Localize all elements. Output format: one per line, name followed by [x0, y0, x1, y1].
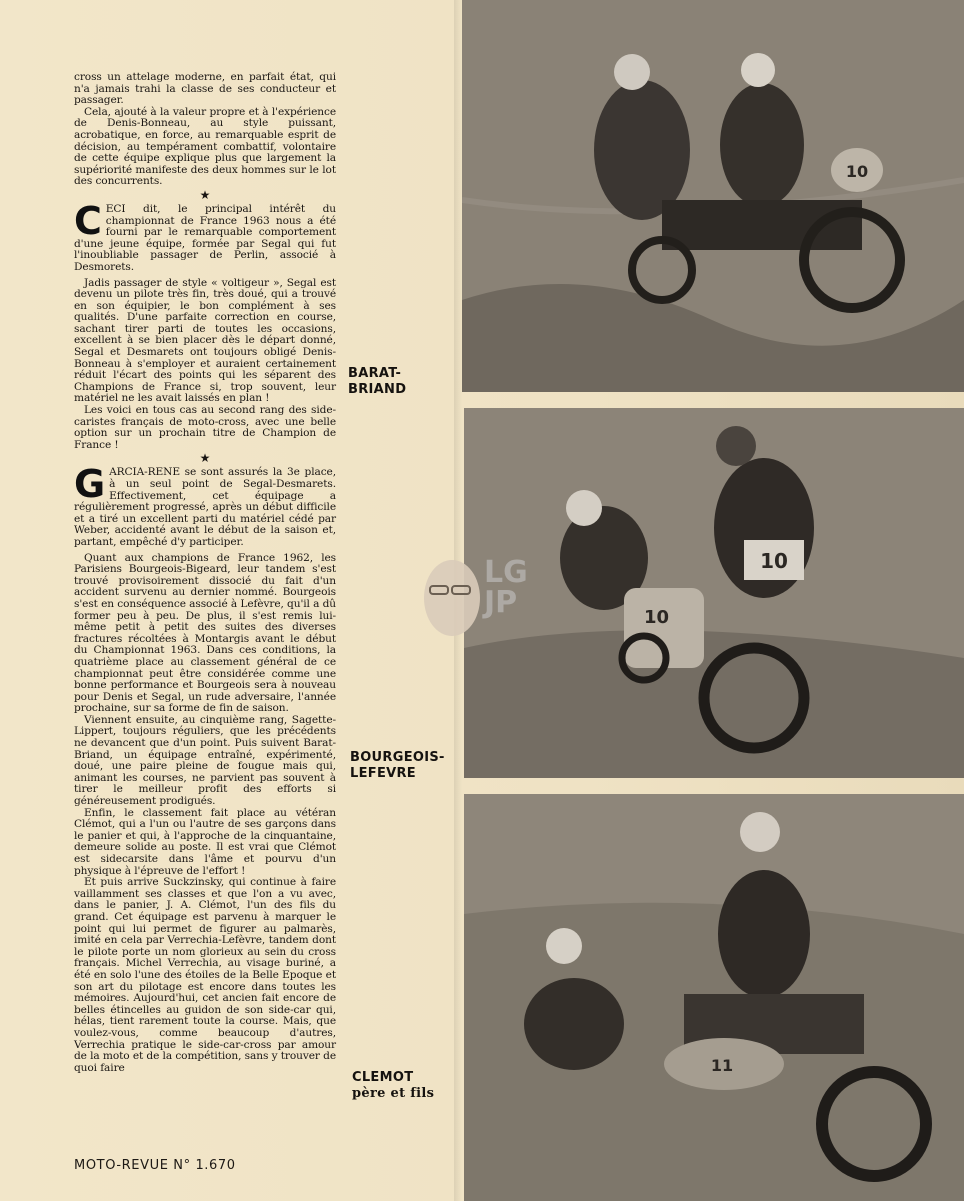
caption-line: LEFEVRE	[350, 766, 416, 781]
race-number-plate: 10	[845, 162, 869, 181]
article-paragraph: ECI dit, le principal intérêt du championnat de France 1963 nous a été fourni par le remarquable comportement d'une jeune équipe, formée par Segal qui fut l'inoubliable passager de Perlin, associé à Desmorets.	[74, 202, 336, 273]
issue-number: N° 1.670	[173, 1158, 236, 1173]
article-paragraph: Enfin, le classement fait place au vétéran Clémot, qui a l'un ou l'autre de ses garçons dans le panier et qui, à l'approche de la cinquantaine, demeure solide au poste. Il est vrai que Clémot est sidecarsite dans l'âme et pourvu d'un physique à l'épreuve de l'effort !	[74, 806, 336, 877]
watermark-text	[484, 555, 528, 620]
article-paragraph: Et puis arrive Suckzinsky, qui continue à faire vaillamment ses classes et que l'on a vu avec, dans le panier, J. A. Clémot, l'un des fils du grand. Cet équipage est parvenu à marquer le point qui lui permet de figurer au palmarès, imité en cela par Verrechia-Lefèvre, tandem dont le pilote porte un nom glorieux au sein du cross français. Michel Verrechia, au visage buriné, a été en solo l'une des étoiles de la Belle Epoque et son art du pilotage est encore dans toutes les mémoires. Aujourd'hui, cet ancien fait encore de belles étincelles au guidon de son side-car qui, hélas, tient rarement toute la course. Mais, que voulez-vous, comme beaucoup d'autres, Verrechia pratique le side-car-cross par amour de la moto et de la compétition, sans y trouver de quoi faire	[74, 876, 336, 1074]
sidecar-number: 11	[710, 1056, 734, 1075]
article-paragraph: Jadis passager de style « voltigeur », Segal est devenu un pilote très fin, très doué, qui a trouvé en son équipier, le bon complément à ses qualités. D'une parfaite correction en course, sachant tirer parti de toutes les occasions, excellent à se bien placer dès le départ donné, Segal et Desmarets ont toujours obligé Denis-Bonneau à s'employer et auraient certainement réduit l'écart des points qui les séparent des Champions de France si, trop souvent, leur matériel ne les avait laissés en plan !	[74, 276, 336, 405]
article-paragraph-dropcap	[74, 198, 336, 274]
article-paragraph: Quant aux champions de France 1962, les Parisiens Bourgeois-Bigeard, leur tandem s'est trouvé provisoirement dissocié du fait d'un accident survenu au dernier nommé. Bourgeois s'est en conséquence associé à Lefèvre, qu'il a dû former peu à peu. De plus, il s'est remis lui-même petit à petit des suites des diverses fractures récoltées à Montargis avant le début du Championnat 1963. Dans ces conditions, la quatrième place au classement général de ce championnat peut être considérée comme une bonne performance et Bourgeois sera à nouveau pour Denis et Segal, un rude adversaire, l'année prochaine, sur sa forme de fin de saison.	[74, 551, 336, 715]
section-star-separator: ★	[199, 451, 211, 466]
photo-caption-bourgeois-lefevre	[350, 750, 445, 782]
caption-line: père et fils	[352, 1086, 435, 1101]
article-paragraph: Cela, ajouté à la valeur propre et à l'expérience de Denis-Bonneau, au style puissant, acrobatique, en force, au remarquable esprit de décision, au tempérament combattif, volontaire de cette équipe explique plus que largement la supériorité manifeste des deux hommes sur le lot des concurrents.	[74, 105, 336, 188]
drop-cap-letter: C	[74, 198, 102, 243]
watermark	[420, 556, 550, 646]
photo-caption-barat-briand	[348, 366, 406, 398]
caption-line: BOURGEOIS-	[350, 750, 445, 765]
article-paragraph: ARCIA-RENE se sont assurés la 3e place, à un seul point de Segal-Desmarets. Effectivement, cet équipage a régulièrement progressé, après un début difficile et a tiré un excellent parti du matériel cédé par Weber, accidenté avant le début de la saison et, partant, empêché d'y participer.	[74, 466, 336, 548]
article-paragraph: Les voici en tous cas au second rang des side-caristes français de moto-cross, avec une belle option sur un prochain titre de Champion de France !	[74, 404, 336, 451]
sidecar-number: 10	[644, 607, 670, 628]
race-number-plate: 10	[760, 549, 788, 573]
magazine-name: MOTO-REVUE	[74, 1158, 169, 1173]
caption-line: BARAT-	[348, 366, 402, 381]
article-text-column	[74, 72, 336, 1074]
photo-barat-briand	[462, 0, 964, 392]
article-paragraph: Viennent ensuite, au cinquième rang, Sagette-Lippert, toujours réguliers, que les précédents ne devancent que d'un point. Puis suivent Barat-Briand, un équipage entraîné, expérimenté, doué, une paire pleine de fougue mais qui, animant les courses, ne parvient pas souvent à tirer le meilleur profit des efforts si généreusement prodigués.	[74, 713, 336, 808]
section-star-separator: ★	[199, 187, 211, 202]
watermark-face-icon	[420, 556, 490, 646]
watermark-line: LG	[484, 555, 528, 590]
photo-caption-clemot	[352, 1070, 434, 1102]
drop-cap-letter: G	[74, 462, 106, 507]
article-paragraph: cross un attelage moderne, en parfait état, qui n'a jamais trahi la classe de ses conducteur et passager.	[74, 71, 336, 107]
article-paragraph-dropcap	[74, 462, 336, 548]
photo-clemot-pere-et-fils	[464, 794, 964, 1201]
watermark-line: JP	[484, 585, 518, 620]
caption-line: CLEMOT	[352, 1070, 414, 1085]
caption-line: BRIAND	[348, 382, 407, 397]
page-footer	[74, 1158, 236, 1173]
